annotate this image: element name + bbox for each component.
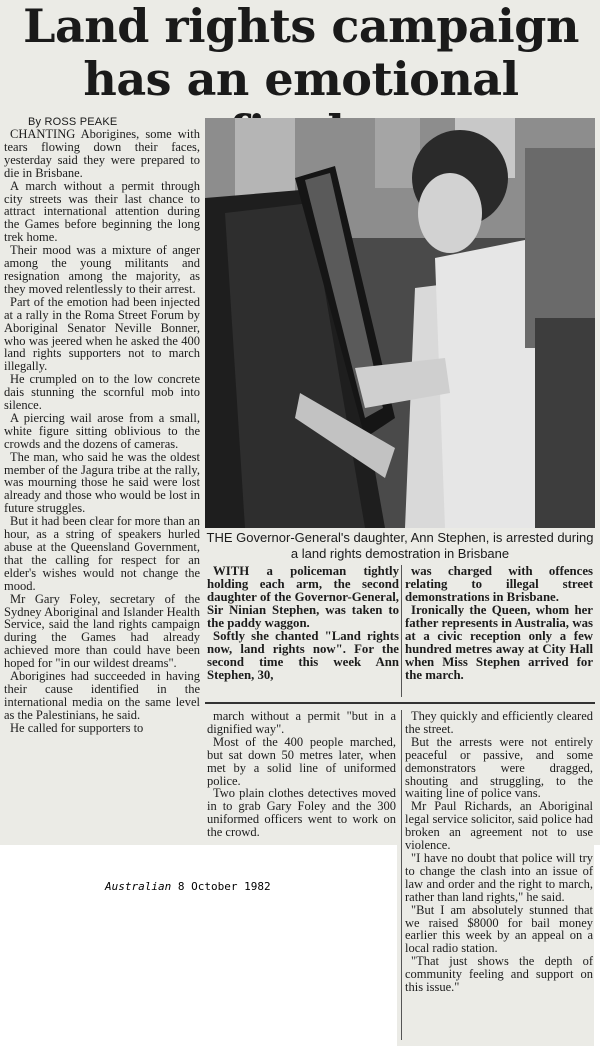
source-name: Australian [105, 880, 172, 893]
paragraph: They quickly and efficiently cleared the street. [405, 709, 593, 736]
paragraph: Their mood was a mixture of anger among the young militants and resignation among the majority, as they moved relentlessly to their arrest. [4, 243, 200, 296]
paragraph: Most of the 400 people marched, but sat down 50 metres later, when met by a solid line of uniformed police. [207, 734, 396, 788]
paragraph: march without a permit "but in a dignified way". [207, 709, 396, 736]
paragraph: Aborigines had succeeded in having their cause identified in the international media on the same level as the Palestinians, he said. [4, 669, 200, 722]
byline: By ROSS PEAKE [28, 116, 118, 128]
paragraph: But the arrests were not entirely peaceful or passive, and some demonstrators were dragged, shouting and struggling, to the waiting line of police vans. [405, 734, 593, 801]
inset-divider-rule [205, 702, 595, 704]
paragraph: Two plain clothes detectives moved in to grab Gary Foley and the 300 uniformed officers went to work on the crowd. [207, 786, 396, 840]
paragraph: "That just shows the depth of community feeling and support on this issue." [405, 954, 593, 995]
photo-illustration [205, 118, 595, 528]
article-column-4 [207, 710, 396, 839]
paragraph: Mr Gary Foley, secretary of the Sydney Aboriginal and Islander Health Service, said the land rights campaign during the Games had already achieved more than could have been hoped for "in our wildest dreams". [4, 591, 200, 671]
source-date: 8 October 1982 [177, 880, 271, 893]
paragraph: "I have no doubt that police will try to change the clash into an issue of law and order and the right to march, rather than land rights," he said. [405, 850, 593, 904]
paragraph: A march without a permit through city streets was their last chance to attract international attention during the Games before beginning the long trek home. [4, 178, 200, 245]
headline: Land rights campaign has an emotional [23, 0, 579, 106]
paragraph: Part of the emotion had been injected at a rally in the Roma Street Forum by Aboriginal Senator Neville Bonner, who was jeered when he asked the 400 land rights supporters not to march illegally. [4, 294, 200, 374]
paragraph: "But I am absolutely stunned that we raised $8000 for bail money earlier this week by an appeal on a local radio station. [405, 902, 593, 956]
paragraph: The man, who said he was the oldest member of the Jagura tribe at the rally, was mourning those he said were lost already and those who would be lost in future struggles. [4, 449, 200, 516]
paragraph: Ironically the Queen, whom her father represents in Australia, was at a civic reception only a few hundred metres away at City Hall when Miss Stephen arrived for the march. [405, 603, 593, 682]
news-photo [205, 118, 595, 528]
column-rule [401, 565, 402, 697]
paragraph: WITH a policeman tightly holding each arm, the second daughter of the Governor-General, Sir Ninian Stephen, was taken to the paddy waggon. [207, 564, 399, 630]
inset-column-1 [207, 565, 399, 682]
paragraph: Softly she chanted "Land rights now, land rights now". For the second time this week Ann Stephen, 30, [207, 629, 399, 682]
source-credit [105, 880, 271, 893]
paragraph: He crumpled on to the low concrete dais stunning the scornful mob into silence. [4, 372, 200, 413]
paragraph: was charged with offences relating to illegal street demonstrations in Brisbane. [405, 564, 593, 604]
article-column-1 [4, 128, 200, 735]
paragraph: But it had been clear for more than an hour, as a string of speakers hurled abuse at the Queensland Government, that the calling for respect for an elder's wishes would not change the mood. [4, 514, 200, 593]
inset-column-2 [405, 565, 593, 682]
paragraph: He called for supporters to [10, 720, 144, 735]
column-rule [401, 710, 402, 1040]
paragraph: CHANTING Aborigines, some with tears flowing down their faces, yesterday said they were prepared to die in Brisbane. [4, 127, 200, 180]
paragraph: A piercing wail arose from a small, white figure sitting oblivious to the crowds and the dozens of cameras. [4, 410, 200, 451]
paragraph: Mr Paul Richards, an Aboriginal legal service solicitor, said police had broken an agreement not to use violence. [405, 799, 593, 853]
article-column-5 [405, 710, 593, 994]
photo-caption: THE Governor-General's daughter, Ann Stephen, is arrested during a land rights demostration in Brisbane [206, 530, 594, 561]
